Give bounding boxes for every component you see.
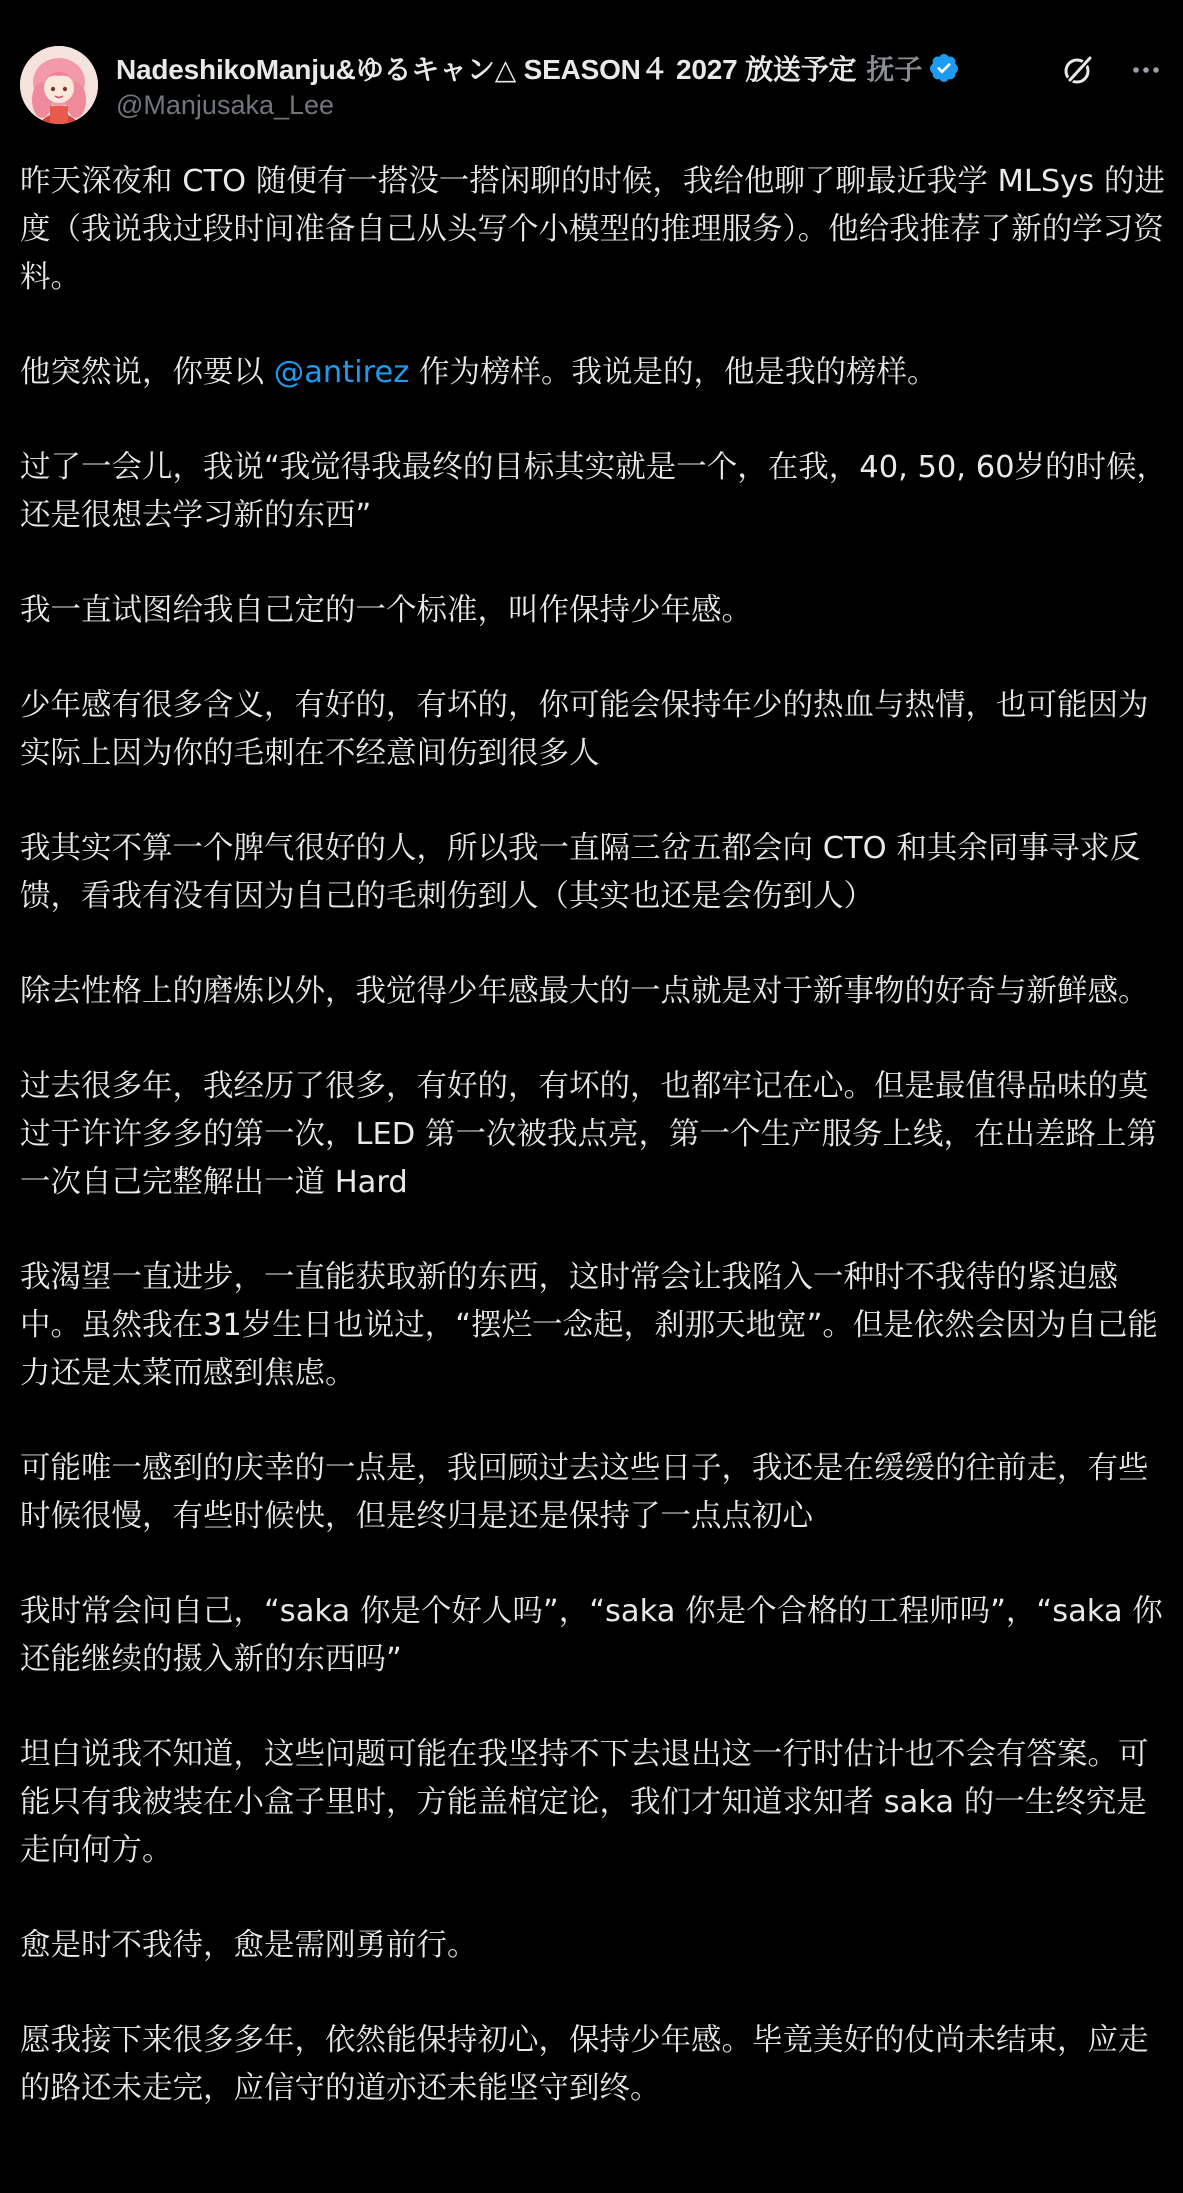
avatar[interactable] [20, 46, 98, 124]
tweet-paragraph: 除去性格上的磨炼以外，我觉得少年感最大的一点就是对于新事物的好奇与新鲜感。 [20, 974, 1149, 1009]
tweet-paragraph: 愈是时不我待，愈是需刚勇前行。 [20, 1928, 478, 1963]
paragraph-text: 作为榜样。我说是的，他是我的榜样。 [409, 355, 938, 390]
tweet-paragraph [20, 349, 1170, 397]
tweet-paragraph: 过去很多年，我经历了很多，有好的，有坏的，也都牢记在心。但是最值得品味的莫过于许许多多的第一次，LED 第一次被我点亮，第一个生产服务上线，在出差路上第一次自己完整解出一道 Hard [20, 1069, 1157, 1200]
display-name-row[interactable] [116, 48, 1036, 88]
tweet-paragraph: 坦白说我不知道，这些问题可能在我坚持不下去退出这一行时估计也不会有答案。可能只有我被装在小盒子里时，方能盖棺定论，我们才知道求知者 saka 的一生终究是走向何方。 [20, 1737, 1149, 1868]
tweet-header [20, 46, 1163, 130]
verified-badge-icon [928, 52, 960, 84]
tweet-text [20, 158, 1170, 2160]
author-names [116, 48, 1036, 121]
tweet-paragraph: 我时常会问自己，“saka 你是个好人吗”，“saka 你是个合格的工程师吗”，“saka 你还能继续的摄入新的东西吗” [20, 1594, 1163, 1677]
avatar-image [20, 46, 98, 124]
tweet-paragraph: 我其实不算一个脾气很好的人，所以我一直隔三岔五都会向 CTO 和其余同事寻求反馈，看我有没有因为自己的毛刺伤到人（其实也还是会伤到人） [20, 831, 1141, 914]
tweet-paragraph: 少年感有很多含义，有好的，有坏的，你可能会保持年少的热血与热情，也可能因为实际上因为你的毛刺在不经意间伤到很多人 [20, 688, 1149, 771]
tweet-paragraph: 愿我接下来很多多年，依然能保持初心，保持少年感。毕竟美好的仗尚未结束，应走的路还未走完，应信守的道亦还未能坚守到终。 [20, 2023, 1149, 2106]
mention-link[interactable]: @antirez [273, 355, 410, 390]
more-icon[interactable] [1128, 52, 1164, 88]
display-name-overflow: 抚子 [866, 54, 923, 85]
tweet-paragraph: 过了一会儿，我说“我觉得我最终的目标其实就是一个，在我，40, 50, 60岁的时候，还是很想去学习新的东西” [20, 450, 1168, 533]
tweet-paragraph: 昨天深夜和 CTO 随便有一搭没一搭闲聊的时候，我给他聊了聊最近我学 MLSys 的进度（我说我过段时间准备自己从头写个小模型的推理服务）。他给我推荐了新的学习资料。 [20, 164, 1165, 295]
tweet-paragraph: 我一直试图给我自己定的一个标准，叫作保持少年感。 [20, 593, 752, 628]
tweet-paragraph: 我渴望一直进步，一直能获取新的东西，这时常会让我陷入一种时不我待的紧迫感中。虽然我在31岁生日也说过，“摆烂一念起，刹那天地宽”。但是依然会因为自己能力还是太菜而感到焦虑。 [20, 1260, 1158, 1391]
paragraph-text: 他突然说，你要以 [20, 355, 274, 390]
display-name[interactable]: NadeshikoManju&ゆるキャン△ SEASON４ 2027 放送予定 [116, 54, 857, 85]
tweet-paragraph: 可能唯一感到的庆幸的一点是，我回顾过去这些日子，我还是在缓缓的往前走，有些时候很慢，有些时候快，但是终归是还是保持了一点点初心 [20, 1451, 1149, 1534]
grok-icon[interactable] [1060, 52, 1096, 88]
author-handle[interactable]: @Manjusaka_Lee [116, 90, 335, 120]
